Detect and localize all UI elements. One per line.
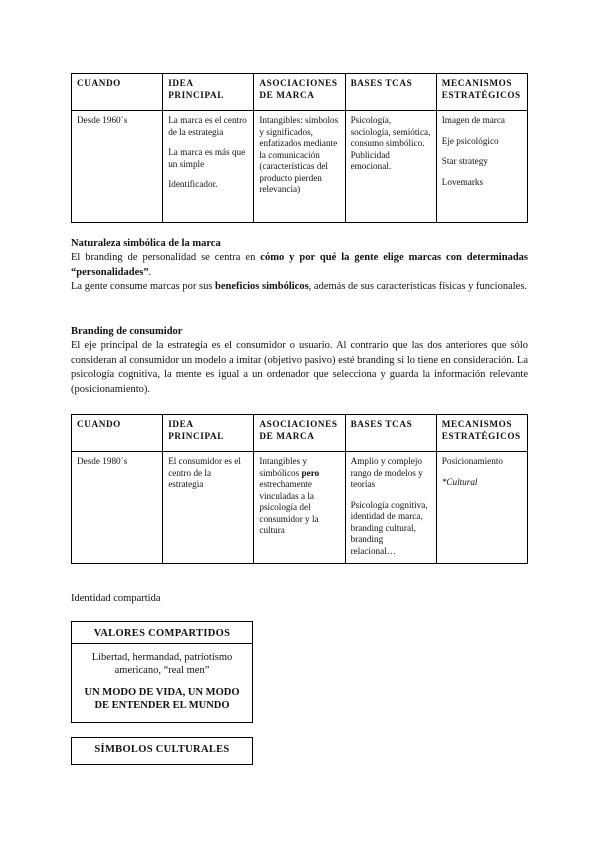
header-bases: BASES TCAS (345, 415, 436, 452)
header-mecanismos: MECANISMOS ESTRATÉGICOS (436, 74, 527, 111)
cell-idea: El consumidor es el centro de la estrategia (163, 452, 254, 564)
header-cuando: CUANDO (72, 415, 163, 452)
cell-bases (345, 452, 436, 564)
idea-line: La marca es más que un simple (168, 147, 246, 169)
box-title: SÍMBOLOS CULTURALES (94, 744, 230, 755)
mecanismo-item: Posicionamiento (441, 456, 503, 466)
text-bold: cómo y por qué la gente elige marcas con determinadas “personalidades” (71, 252, 528, 278)
table-header-row (72, 74, 528, 111)
mecanismo-item: Star strategy (441, 156, 488, 166)
section-heading-consumidor: Branding de consumidor (71, 326, 183, 337)
idea-line: Identificador. (168, 179, 218, 189)
header-asociaciones: ASOCIACIONES DE MARCA (254, 415, 345, 452)
text-run: estrechamente vinculadas a la psicología del consumidor y la cultura (259, 479, 319, 535)
text-run: El branding de personalidad se centra en (71, 252, 261, 263)
paragraph-line (71, 280, 528, 295)
mecanismo-item: Imagen de marca (441, 115, 506, 125)
cell-cuando: Desde 1980´s (72, 452, 163, 564)
text-run: . (148, 266, 152, 278)
cell-asociaciones (254, 452, 345, 564)
box-strong-text: UN MODO DE VIDA, UN MODO DE ENTENDER EL MUNDO (84, 687, 240, 711)
identidad-caption: Identidad compartida (71, 593, 161, 604)
section-paragraph-consumidor: El eje principal de la estrategia es el consumidor o usuario. Al contrario que las dos anteriores que sólo consideran al consumidor un modelo a imitar (objetivo pasivo) esté branding si lo tiene en consideración. La psicología cognitiva, la mente es igual a un ordenador que selecciona y guarda la información relevante (posicionamiento). (71, 340, 528, 395)
mecanismo-item: Lovemarks (441, 176, 484, 187)
text-run: La gente consume marcas por sus (71, 281, 216, 292)
bases-line: Amplio y complejo rango de modelos y teorías (350, 456, 423, 489)
section-paragraph-naturaleza (71, 251, 528, 295)
header-cuando: CUANDO (72, 74, 163, 111)
valores-compartidos-box (71, 621, 253, 723)
table-header-row (72, 415, 528, 452)
header-idea-principal: IDEA PRINCIPAL (163, 74, 254, 111)
text-bold: pero (301, 467, 320, 478)
table-row (72, 111, 528, 223)
cell-bases: Psicología, sociología, semiótica, consumo simbólico. Publicidad emocional. (345, 111, 436, 223)
mecanismo-item: *Cultural (441, 476, 478, 487)
section-heading-naturaleza: Naturaleza simbólica de la marca (71, 238, 221, 249)
paragraph-line (71, 251, 528, 280)
header-bases: BASES TCAS (345, 74, 436, 111)
cell-idea (163, 111, 254, 223)
header-mecanismos: MECANISMOS ESTRATÉGICOS (436, 415, 527, 452)
box-title: VALORES COMPARTIDOS (72, 622, 252, 644)
box-text: Libertad, hermandad, patriotismo americano, “real men” (91, 652, 233, 676)
cell-asociaciones: Intangibles: símbolos y significados, enfatizados mediante la comunicación (características del producto pierden relevancia) (254, 111, 345, 223)
table-row (72, 452, 528, 564)
cell-cuando: Desde 1960´s (72, 111, 163, 223)
table-branding-personalidad (71, 73, 528, 223)
text-run: Intangibles y simbólicos (259, 456, 308, 478)
mecanismo-item: Eje psicológico (441, 135, 499, 146)
cell-mecanismos (436, 452, 527, 564)
header-asociaciones: ASOCIACIONES DE MARCA (254, 74, 345, 111)
cell-mecanismos (436, 111, 527, 223)
text-run: , además de sus características físicas y funcionales. (308, 281, 528, 292)
idea-line: La marca es el centro de la estrategia (168, 115, 247, 137)
bases-line: Psicología cognitiva, identidad de marca, branding cultural, branding relacional… (350, 499, 428, 556)
text-bold: beneficios simbólicos (215, 281, 309, 292)
simbolos-culturales-box (71, 737, 253, 765)
header-idea-principal: IDEA PRINCIPAL (163, 415, 254, 452)
table-branding-consumidor (71, 414, 528, 564)
